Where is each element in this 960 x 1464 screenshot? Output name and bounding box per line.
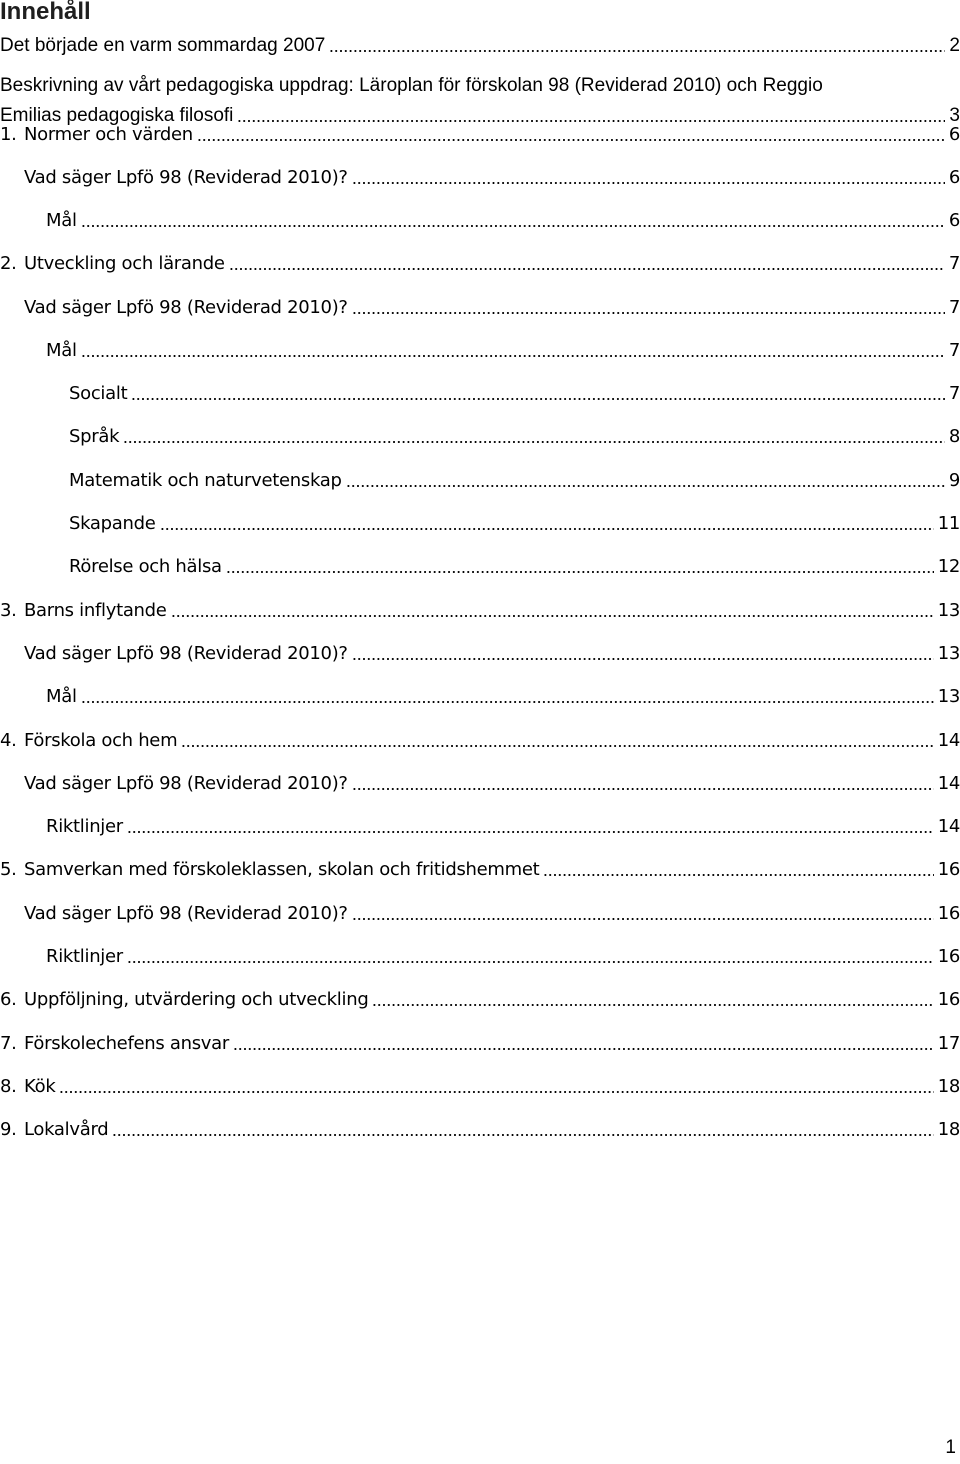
toc-entry-page: 9 [948, 470, 960, 491]
toc-entry[interactable] [24, 162, 960, 190]
toc-entry-page: 6 [948, 210, 960, 231]
toc-entry-page: 13 [937, 643, 960, 664]
toc-entry-page: 13 [937, 686, 960, 707]
toc-entry[interactable] [0, 119, 960, 147]
toc-entry[interactable] [0, 30, 960, 58]
toc-entry-page: 7 [948, 253, 960, 274]
dot-leader [352, 657, 934, 661]
toc-entry[interactable] [0, 984, 960, 1012]
toc-entry-number: 5. [0, 859, 17, 880]
dot-leader [81, 700, 934, 704]
dot-leader [352, 181, 945, 185]
toc-entry-title: Vad säger Lpfö 98 (Reviderad 2010)? [24, 167, 348, 188]
toc-entry-title: Uppföljning, utvärdering och utveckling [24, 989, 369, 1010]
toc-entry[interactable] [46, 941, 960, 969]
toc-entry-title: Förskola och hem [24, 730, 178, 751]
dot-leader [233, 1047, 934, 1051]
toc-entry-title: Lokalvård [24, 1119, 109, 1140]
dot-leader [352, 917, 934, 921]
toc-entry-page: 8 [948, 426, 960, 447]
toc-entry[interactable] [69, 508, 960, 536]
toc-entry-title: Rörelse och hälsa [69, 556, 222, 577]
toc-entry[interactable] [24, 292, 960, 320]
toc-entry-page: 16 [937, 859, 960, 880]
toc-entry-title: Vad säger Lpfö 98 (Reviderad 2010)? [24, 773, 348, 794]
toc-entry-page: 14 [937, 773, 960, 794]
dot-leader [352, 787, 934, 791]
toc-entry-title: Vad säger Lpfö 98 (Reviderad 2010)? [24, 297, 348, 318]
dot-leader [127, 830, 934, 834]
toc-entry-number: 6. [0, 989, 17, 1010]
toc-entry-title: Riktlinjer [46, 816, 123, 837]
toc-entry[interactable] [46, 681, 960, 709]
toc-entry-title: Samverkan med förskoleklassen, skolan och fritidshemmet [24, 859, 540, 880]
toc-entry[interactable] [69, 378, 960, 406]
toc-entry-number: 2. [0, 253, 17, 274]
toc-entry[interactable] [0, 248, 960, 276]
toc-entry-page: 3 [949, 105, 960, 126]
toc-entry-title: Mål [46, 686, 77, 707]
toc-entry-page: 6 [948, 167, 960, 188]
toc-entry-page: 14 [937, 730, 960, 751]
toc-entry-title: Mål [46, 340, 77, 361]
toc-entry-title: Matematik och naturvetenskap [69, 470, 342, 491]
toc-entry-page: 14 [937, 816, 960, 837]
dot-leader [131, 397, 945, 401]
toc-entry[interactable] [0, 1114, 960, 1142]
toc-entry[interactable] [24, 898, 960, 926]
toc-entry[interactable] [0, 725, 960, 753]
dot-leader [127, 960, 934, 964]
dot-leader [112, 1133, 933, 1137]
dot-leader [181, 744, 933, 748]
dot-leader [160, 527, 934, 531]
toc-entry[interactable] [69, 421, 960, 449]
toc-entry-title: Kök [24, 1076, 56, 1097]
toc-entry-page: 7 [948, 297, 960, 318]
toc-entry[interactable] [0, 854, 960, 882]
toc-entry-title: Mål [46, 210, 77, 231]
toc-entry[interactable] [0, 1028, 960, 1056]
toc-entry-number: 1. [0, 124, 17, 145]
toc-entry-title: Det började en varm sommardag 2007 [0, 35, 326, 56]
toc-entry-number: 7. [0, 1033, 17, 1054]
toc-entry-title: Vad säger Lpfö 98 (Reviderad 2010)? [24, 643, 348, 664]
toc-entry-number: 8. [0, 1076, 17, 1097]
toc-entry-page: 13 [937, 600, 960, 621]
toc-entry[interactable] [46, 335, 960, 363]
toc-entry-page: 16 [937, 903, 960, 924]
dot-leader [197, 138, 945, 142]
toc-entry-page: 2 [949, 35, 960, 56]
toc-entry-title: Skapande [69, 513, 156, 534]
dot-leader [59, 1090, 933, 1094]
toc-entry-page: 18 [937, 1119, 960, 1140]
toc-entry[interactable] [46, 811, 960, 839]
dot-leader [123, 440, 945, 444]
toc-entry-number: 9. [0, 1119, 17, 1140]
toc-entry-page: 12 [937, 556, 960, 577]
toc-entry-page: 16 [937, 989, 960, 1010]
toc-entry[interactable] [24, 638, 960, 666]
page-number: 1 [945, 1437, 956, 1458]
toc-entry-title: Förskolechefens ansvar [24, 1033, 229, 1054]
toc-entry-page: 11 [937, 513, 960, 534]
dot-leader [329, 49, 945, 53]
toc-entry[interactable] [69, 551, 960, 579]
toc-entry-title: Språk [69, 426, 120, 447]
dot-leader [352, 311, 945, 315]
toc-entry[interactable] [0, 595, 960, 623]
dot-leader [171, 614, 934, 618]
toc-entry[interactable] [0, 1071, 960, 1099]
toc-entry-page: 16 [937, 946, 960, 967]
dot-leader [81, 354, 945, 358]
toc-entry-title: Socialt [69, 383, 128, 404]
toc-entry-number: 3. [0, 600, 17, 621]
toc-heading: Innehåll [0, 0, 91, 25]
toc-entry-page: 7 [948, 340, 960, 361]
toc-entry-page: 6 [948, 124, 960, 145]
dot-leader [226, 570, 934, 574]
toc-entry[interactable] [69, 465, 960, 493]
dot-leader [346, 484, 945, 488]
toc-entry-number: 4. [0, 730, 17, 751]
toc-entry[interactable] [24, 768, 960, 796]
toc-entry-title: Utveckling och lärande [24, 253, 225, 274]
toc-entry-wrapped-line[interactable]: Beskrivning av vårt pedagogiska uppdrag: Läroplan för förskolan 98 (Reviderad 2010) och Reggio [0, 75, 823, 96]
toc-entry-page: 7 [948, 383, 960, 404]
toc-entry-page: 18 [937, 1076, 960, 1097]
toc-entry-page: 17 [937, 1033, 960, 1054]
toc-entry-title: Emilias pedagogiska filosofi [0, 105, 234, 126]
dot-leader [81, 224, 945, 228]
dot-leader [229, 267, 945, 271]
toc-entry-title: Barns inflytande [24, 600, 167, 621]
toc-entry[interactable] [46, 205, 960, 233]
toc-entry-title: Normer och värden [24, 124, 193, 145]
dot-leader [372, 1003, 933, 1007]
toc-entry-title: Vad säger Lpfö 98 (Reviderad 2010)? [24, 903, 348, 924]
dot-leader [543, 873, 933, 877]
toc-entry-title: Riktlinjer [46, 946, 123, 967]
